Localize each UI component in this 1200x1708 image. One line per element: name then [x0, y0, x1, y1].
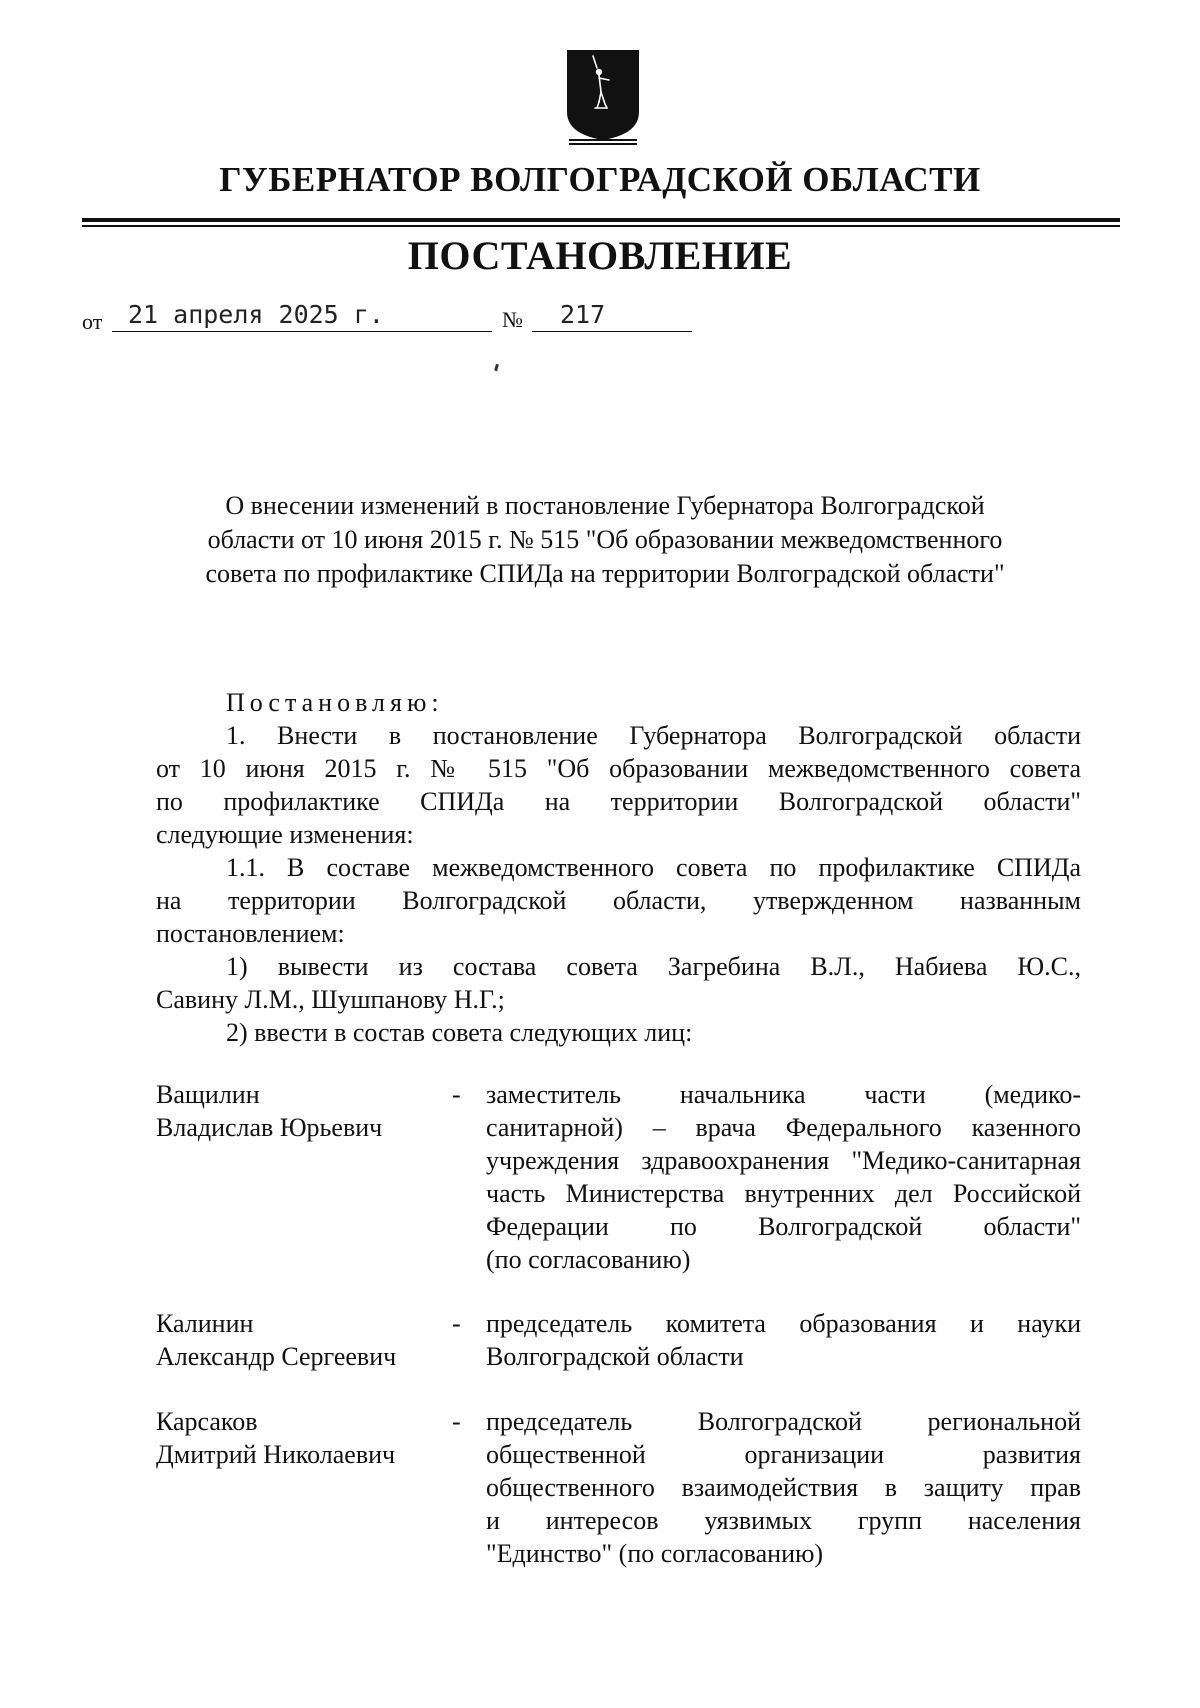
position-line: и интересов уязвимых групп населения — [486, 1506, 1081, 1535]
member-position — [486, 1307, 1081, 1373]
document-type-title: ПОСТАНОВЛЕНИЕ — [407, 233, 793, 278]
decree-word: Постановляю: — [226, 688, 444, 717]
position-line: общественного взаимодействия в защиту прав — [486, 1473, 1081, 1502]
document-number: 217 — [560, 300, 606, 329]
paragraph-1-1-line: постановлением: — [156, 919, 345, 948]
document-date: 21 апреля 2025 г. — [128, 300, 384, 329]
date-from-label: от — [82, 309, 103, 334]
paragraph-1-1-line: на территории Волгоградской области, утвержденном названным — [156, 886, 1081, 915]
member-dash: - — [452, 1407, 461, 1436]
subitem-1-line: 1) вывести из состава совета Загребина В.Л., Набиева Ю.С., — [226, 952, 1081, 981]
member-given-names: Дмитрий Николаевич — [156, 1440, 396, 1469]
header-rule-thick — [82, 218, 1120, 222]
number-underline — [532, 331, 692, 332]
member-surname: Калинин — [156, 1309, 254, 1338]
position-line: председатель Волгоградской региональной — [486, 1407, 1081, 1436]
position-line: учреждения здравоохранения "Медико-санитарная — [486, 1146, 1081, 1175]
member-given-names: Александр Сергеевич — [156, 1342, 397, 1371]
org-title: ГУБЕРНАТОР ВОЛГОГРАДСКОЙ ОБЛАСТИ — [219, 160, 981, 199]
subject-line: области от 10 июня 2015 г. № 515 "Об образовании межведомственного — [207, 525, 1003, 554]
volgograd-coat-of-arms-icon — [563, 48, 643, 148]
subject-line: совета по профилактике СПИДа на территории Волгоградской области" — [205, 559, 1005, 588]
position-line: санитарной) – врача Федерального казенного — [486, 1113, 1081, 1142]
member-surname: Ващилин — [156, 1080, 260, 1109]
member-dash: - — [452, 1309, 461, 1338]
paragraph-1-line: по профилактике СПИДа на территории Волгоградской области" — [156, 787, 1081, 816]
position-line: часть Министерства внутренних дел Российской — [486, 1179, 1081, 1208]
member-name — [156, 1078, 446, 1144]
member-position — [486, 1078, 1081, 1276]
paragraph-1-line: 1. Внести в постановление Губернатора Волгоградской области — [226, 721, 1081, 750]
document-body — [156, 686, 1081, 1049]
position-line: заместитель начальника части (медико- — [486, 1080, 1081, 1109]
header-rule-thin — [82, 225, 1120, 227]
position-line: председатель комитета образования и науки — [486, 1309, 1081, 1338]
member-name — [156, 1405, 446, 1471]
paragraph-1-line: от 10 июня 2015 г. № 515 "Об образовании межведомственного совета — [156, 754, 1081, 783]
position-line: Волгоградской области — [486, 1342, 744, 1371]
number-label: № — [502, 307, 523, 332]
document-subject — [170, 489, 1040, 591]
position-line: общественной организации развития — [486, 1440, 1081, 1469]
subitem-2: 2) ввести в состав совета следующих лиц: — [226, 1018, 693, 1047]
subitem-1-line: Савину Л.М., Шушпанову Н.Г.; — [156, 985, 505, 1014]
member-dash: - — [452, 1080, 461, 1109]
member-given-names: Владислав Юрьевич — [156, 1113, 383, 1142]
member-position — [486, 1405, 1081, 1570]
paragraph-1-1-line: 1.1. В составе межведомственного совета по профилактике СПИДа — [226, 853, 1081, 882]
position-line: Федерации по Волгоградской области" — [486, 1212, 1081, 1241]
position-line: "Единство" (по согласованию) — [486, 1539, 824, 1568]
scan-speck — [494, 364, 499, 372]
position-line: (по согласованию) — [486, 1245, 691, 1274]
member-surname: Карсаков — [156, 1407, 258, 1436]
member-name — [156, 1307, 446, 1373]
date-underline — [112, 331, 492, 332]
subject-line: О внесении изменений в постановление Губернатора Волгоградской — [225, 491, 985, 520]
paragraph-1-line: следующие изменения: — [156, 820, 414, 849]
